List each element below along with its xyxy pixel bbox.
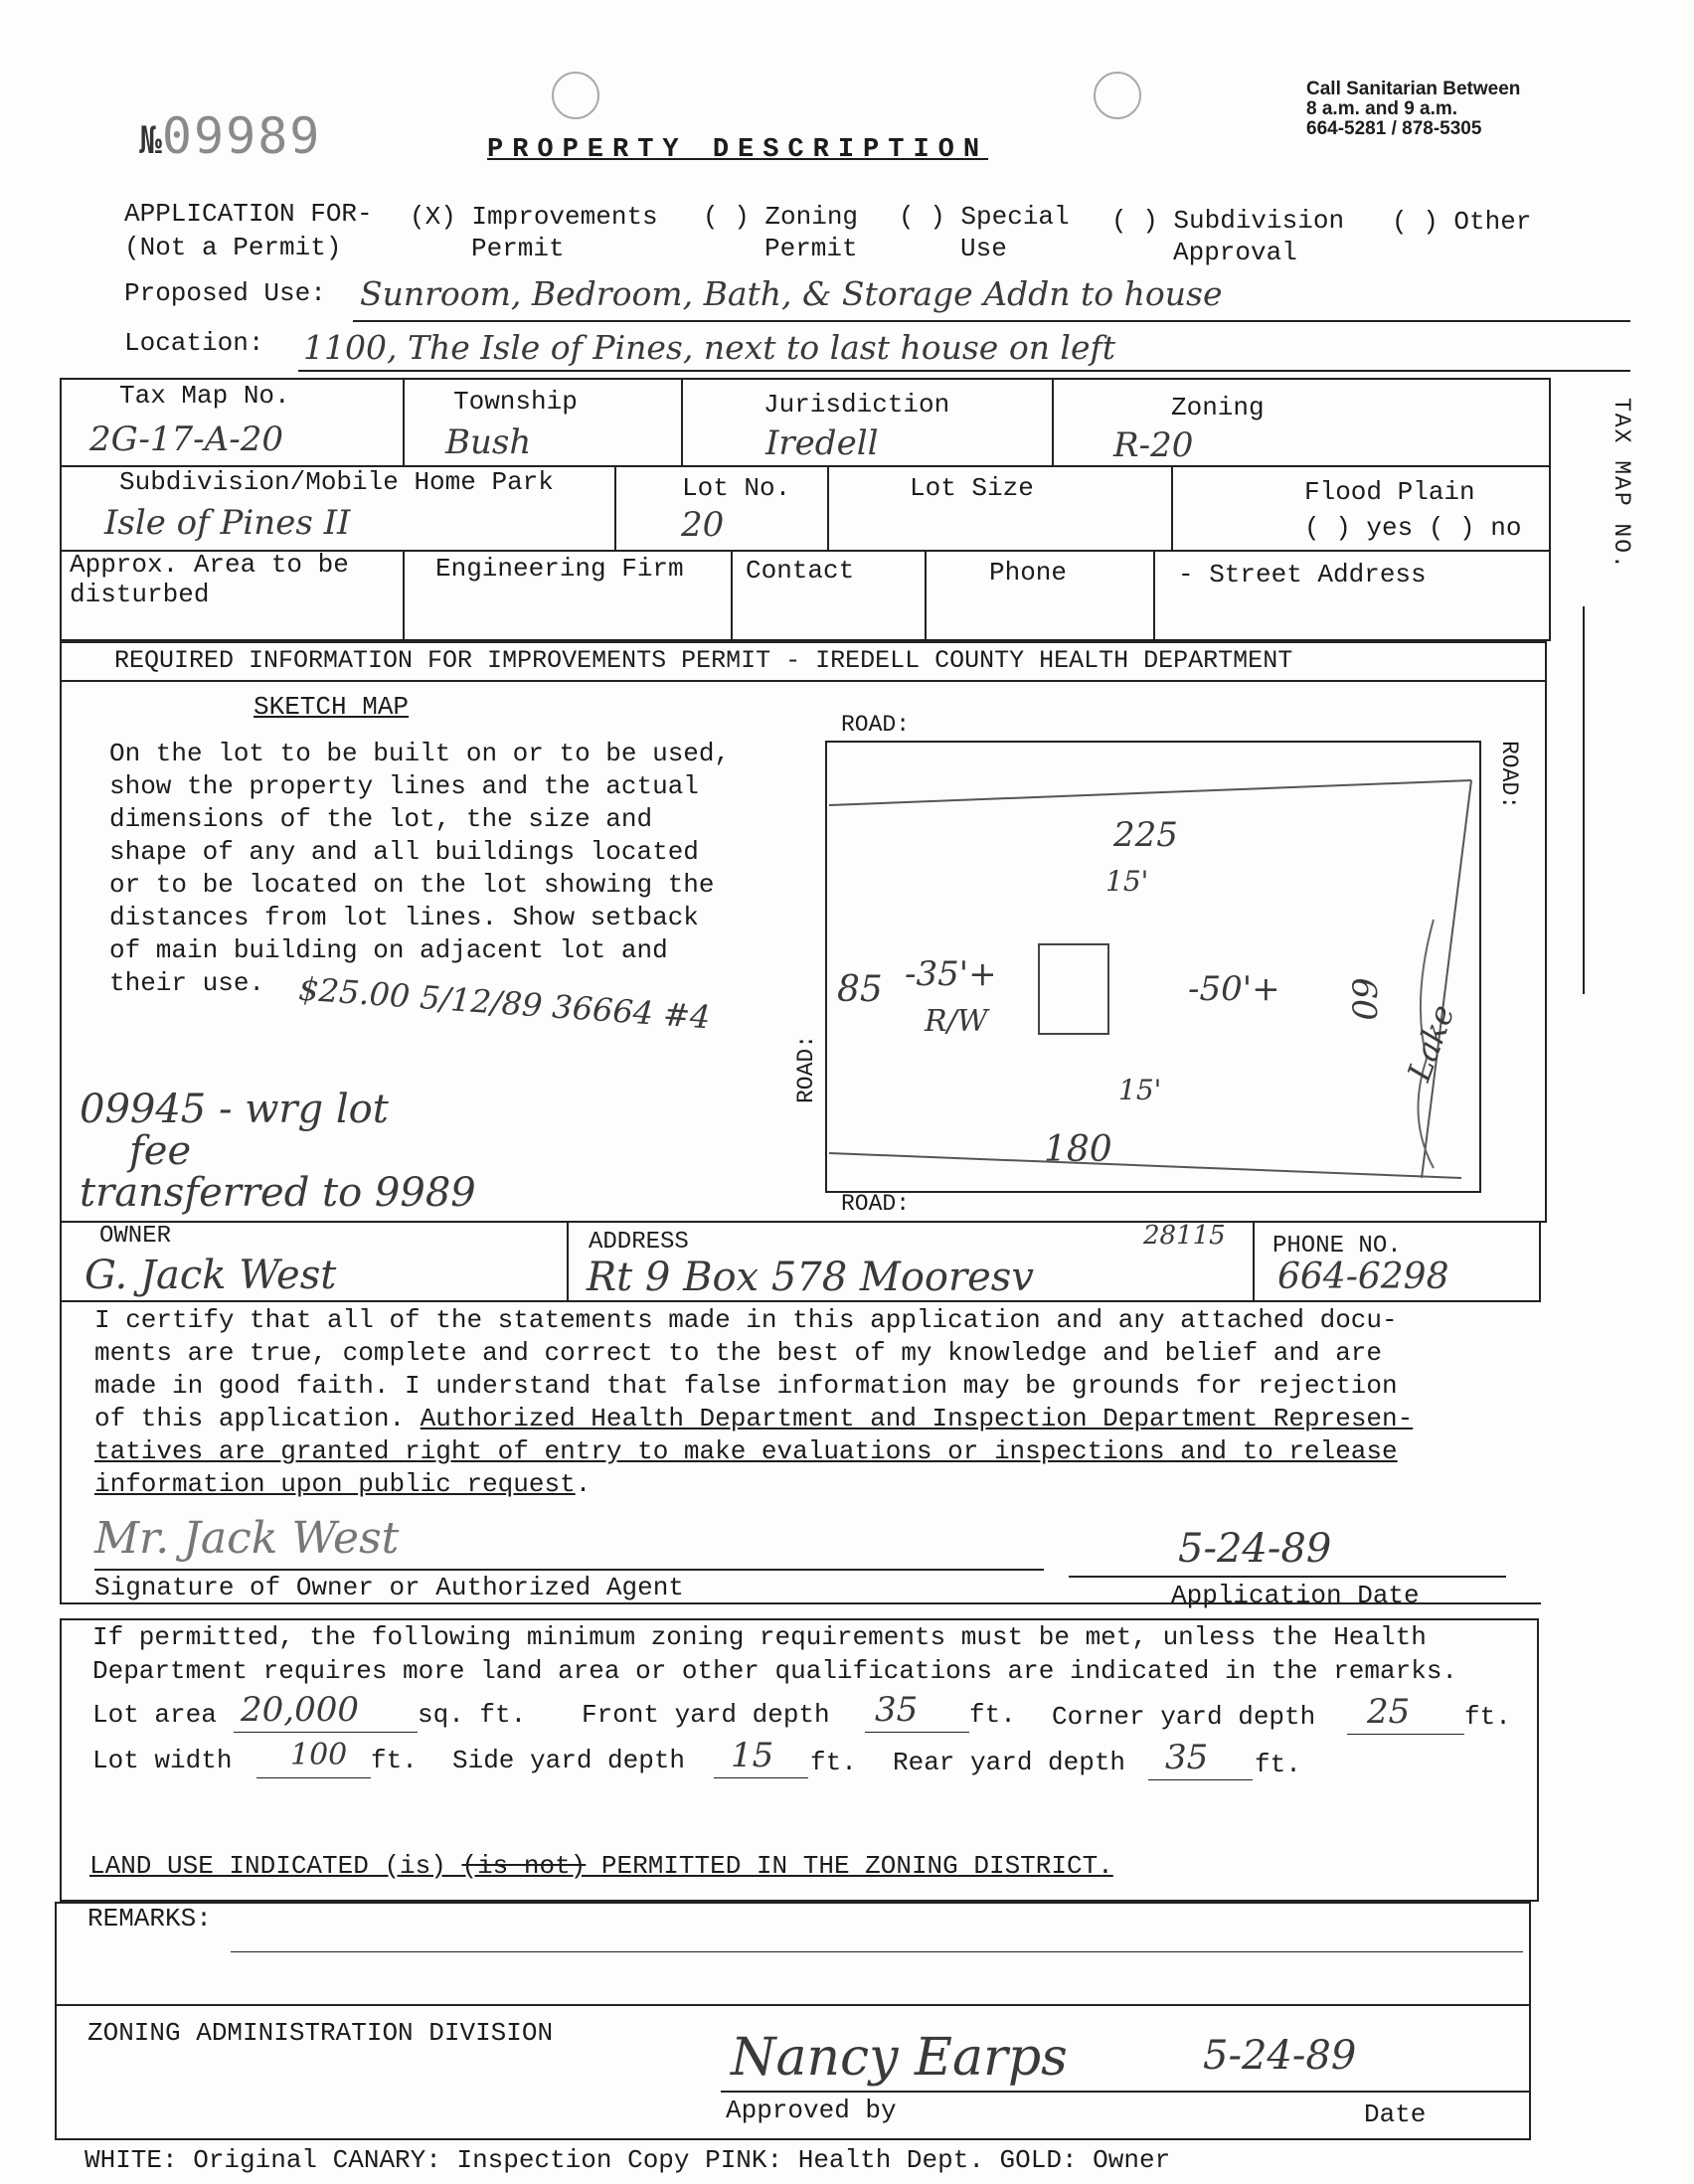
phone-no-value[interactable]: 664-6298 bbox=[1277, 1257, 1449, 1297]
contact-label: Contact bbox=[746, 556, 855, 586]
flood-plain-options[interactable]: ( ) yes ( ) no bbox=[1304, 513, 1522, 543]
approval-date-value[interactable]: 5-24-89 bbox=[1203, 2033, 1357, 2079]
location-label: Location: bbox=[124, 328, 264, 358]
lot-area-row: Lot area bbox=[92, 1700, 217, 1730]
land-use-statement: LAND USE INDICATED (is) (is not) PERMITTED IN THE ZONING DISTRICT. bbox=[89, 1851, 1113, 1881]
owner-label: OWNER bbox=[99, 1223, 172, 1250]
lot-no-value[interactable]: 20 bbox=[681, 505, 725, 545]
tax-map-label: Tax Map No. bbox=[119, 381, 290, 411]
side-label-tax-map-no: TAX MAP NO. bbox=[1609, 398, 1634, 571]
sketch-lake-label: Lake bbox=[1400, 999, 1462, 1087]
zoning-value[interactable]: R-20 bbox=[1113, 425, 1194, 465]
subdivision-label: Subdivision/Mobile Home Park bbox=[119, 467, 554, 497]
signature-label: Signature of Owner or Authorized Agent bbox=[94, 1573, 684, 1602]
page-title: PROPERTY DESCRIPTION bbox=[487, 135, 989, 165]
option-zoning[interactable]: ( ) Zoning Permit bbox=[703, 202, 859, 263]
sketch-map-title: SKETCH MAP bbox=[254, 692, 410, 722]
jurisdiction-label: Jurisdiction bbox=[763, 390, 950, 420]
sketch-left-dim: 85 bbox=[837, 969, 883, 1010]
sanitarian-note: Call Sanitarian Between 8 a.m. and 9 a.m. 664-5281 / 878-5305 bbox=[1306, 79, 1521, 139]
application-label: APPLICATION FOR- (Not a Permit) bbox=[124, 199, 373, 262]
side-blank-line bbox=[1583, 606, 1585, 994]
option-improvements[interactable]: (X) Improvements Permit bbox=[410, 202, 658, 263]
sketch-bottom-dim: 180 bbox=[1044, 1129, 1112, 1170]
location-value[interactable]: 1100, The Isle of Pines, next to last house on left bbox=[303, 328, 1115, 367]
road-label-bottom: ROAD: bbox=[841, 1191, 911, 1217]
sketch-right-dim: 60 bbox=[1343, 977, 1384, 1021]
application-date-label: Application Date bbox=[1171, 1581, 1420, 1610]
rear-yard-label: Rear yard depth bbox=[893, 1748, 1126, 1777]
zoning-label: Zoning bbox=[1171, 393, 1265, 422]
zoning-division-label: ZONING ADMINISTRATION DIVISION bbox=[87, 2018, 554, 2048]
engineering-firm-label: Engineering Firm bbox=[435, 554, 684, 584]
road-label-right: ROAD: bbox=[1496, 741, 1522, 810]
transfer-note: 09945 - wrg lot fee transferred to 9989 bbox=[80, 1087, 476, 1216]
signature-line bbox=[94, 1569, 1044, 1571]
owner-value[interactable]: G. Jack West bbox=[85, 1253, 337, 1298]
proposed-use-value[interactable]: Sunroom, Bedroom, Bath, & Storage Addn to house bbox=[360, 274, 1223, 313]
approval-date-label: Date bbox=[1364, 2100, 1427, 2129]
township-label: Township bbox=[453, 387, 578, 417]
lot-area-value[interactable]: 20,000 bbox=[241, 1690, 359, 1730]
front-yard-label: Front yard depth bbox=[582, 1700, 830, 1730]
proposed-use-label: Proposed Use: bbox=[124, 278, 326, 308]
punch-hole-left bbox=[552, 72, 599, 119]
approver-signature[interactable]: Nancy Earps bbox=[731, 2028, 1068, 2088]
subdivision-value[interactable]: Isle of Pines II bbox=[104, 503, 351, 543]
zoning-intro: If permitted, the following minimum zoning requirements must be met, unless the Health Department requires more land area or other qualifications are indicated in the remarks. bbox=[92, 1622, 1458, 1686]
sketch-rear-setback: 15' bbox=[1118, 1074, 1162, 1106]
lot-width-label: Lot width bbox=[92, 1746, 233, 1775]
zip-value: 28115 bbox=[1143, 1221, 1226, 1251]
building-outline bbox=[1039, 944, 1108, 1034]
lot-no-label: Lot No. bbox=[682, 473, 791, 503]
jurisdiction-value[interactable]: Iredell bbox=[765, 423, 879, 463]
improvements-heading: REQUIRED INFORMATION FOR IMPROVEMENTS PERMIT - IREDELL COUNTY HEALTH DEPARTMENT bbox=[114, 646, 1293, 675]
corner-yard-label: Corner yard depth bbox=[1052, 1702, 1316, 1732]
corner-yard-value[interactable]: 25 bbox=[1367, 1692, 1411, 1732]
rear-property-line bbox=[829, 1153, 1461, 1178]
street-address-label: - Street Address bbox=[1178, 560, 1427, 589]
sketch-rw: R/W bbox=[925, 1004, 988, 1039]
address-label: ADDRESS bbox=[589, 1229, 689, 1256]
address-value[interactable]: Rt 9 Box 578 Mooresv bbox=[587, 1255, 1034, 1300]
owner-signature[interactable]: Mr. Jack West bbox=[94, 1513, 400, 1564]
proposed-use-line bbox=[353, 320, 1630, 322]
lot-size-label: Lot Size bbox=[910, 473, 1034, 503]
front-property-line bbox=[829, 780, 1471, 805]
flood-plain-label: Flood Plain bbox=[1304, 477, 1475, 507]
copy-distribution-footer: WHITE: Original CANARY: Inspection Copy PINK: Health Dept. GOLD: Owner bbox=[85, 2145, 1171, 2175]
lot-width-value[interactable]: 100 bbox=[290, 1738, 348, 1772]
option-special-use[interactable]: ( ) Special Use bbox=[899, 202, 1070, 263]
road-label-left: ROAD: bbox=[793, 1034, 819, 1103]
sketch-front-setback: 15' bbox=[1105, 865, 1149, 898]
sketch-instructions: On the lot to be built on or to be used, show the property lines and the actual dimensions of the lot, the size and shape of any and all buildings located or to be located on the lot showing the distances from lot lines. Show setback of main building on adjacent lot and their use. bbox=[109, 739, 731, 998]
option-other[interactable]: ( ) Other bbox=[1392, 207, 1532, 237]
side-yard-label: Side yard depth bbox=[452, 1746, 686, 1775]
side-property-line bbox=[1422, 780, 1471, 1178]
approved-by-label: Approved by bbox=[726, 2096, 897, 2125]
app-date-line bbox=[1069, 1576, 1506, 1578]
sketch-right-dist: -50'+ bbox=[1188, 969, 1280, 1009]
application-date-value[interactable]: 5-24-89 bbox=[1178, 1526, 1332, 1572]
location-line bbox=[298, 370, 1630, 372]
road-label-top: ROAD: bbox=[841, 712, 911, 738]
sketch-left-dist: -35'+ bbox=[905, 954, 997, 994]
remarks-label: REMARKS: bbox=[87, 1904, 212, 1933]
punch-hole-right bbox=[1094, 72, 1141, 119]
fee-note: $25.00 5/12/89 36664 #4 bbox=[297, 969, 712, 1037]
sqft-label: sq. ft. bbox=[418, 1700, 527, 1730]
phone-no-label: PHONE NO. bbox=[1272, 1233, 1402, 1260]
phone-label: Phone bbox=[989, 558, 1068, 588]
front-yard-value[interactable]: 35 bbox=[875, 1690, 919, 1730]
township-value[interactable]: Bush bbox=[445, 422, 532, 462]
tax-map-value[interactable]: 2G-17-A-20 bbox=[89, 420, 283, 459]
side-yard-value[interactable]: 15 bbox=[731, 1736, 774, 1775]
certification-text: I certify that all of the statements made in this application and any attached docu- ments are true, complete and correct to the best of my knowledge and belief and are made in good faith. I understand that false information may be grounds for rejection of this application. Authorized Health Department and Inspection Department Represen- tatives are granted right of entry to make evaluations or inspections and to release information upon public request. bbox=[94, 1305, 1414, 1499]
sketch-top-dim: 225 bbox=[1113, 815, 1178, 855]
form-number: №09989 bbox=[139, 107, 322, 165]
option-subdivision[interactable]: ( ) Subdivision Approval bbox=[1111, 206, 1345, 267]
rear-yard-value[interactable]: 35 bbox=[1165, 1738, 1209, 1777]
area-disturbed-label: Approx. Area to be disturbed bbox=[70, 550, 349, 609]
